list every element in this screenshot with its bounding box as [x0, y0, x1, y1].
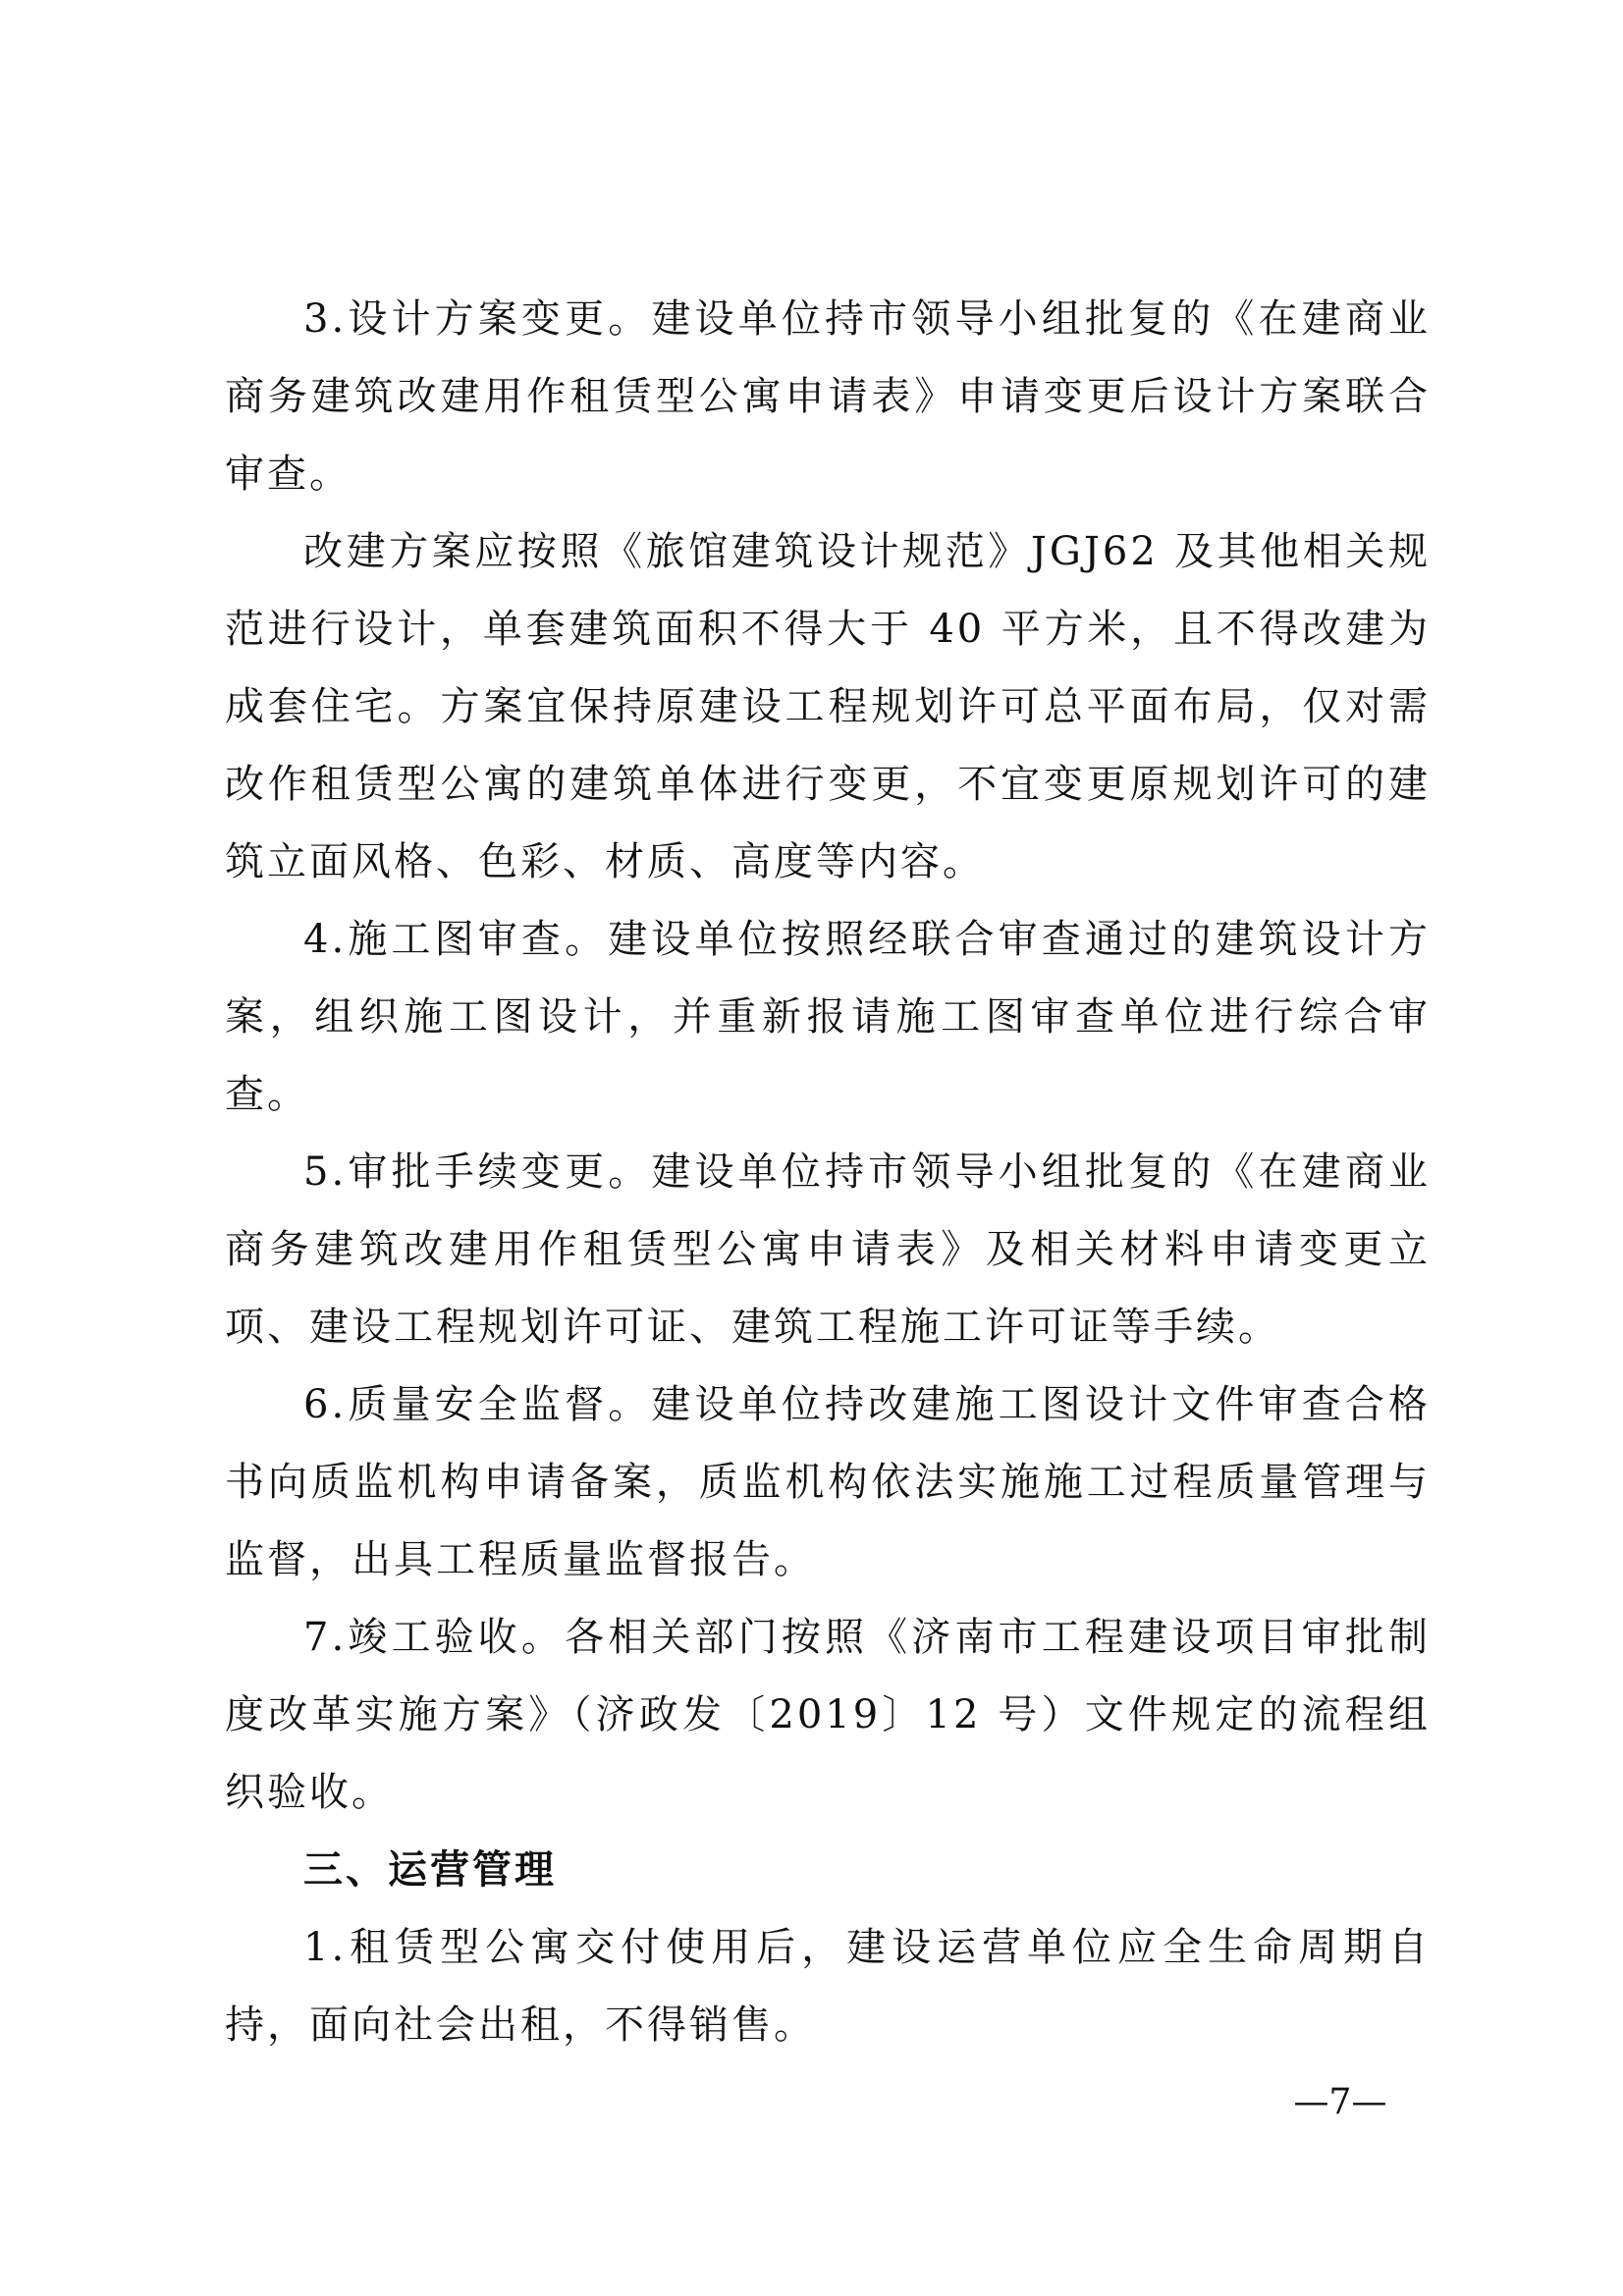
document-body	[225, 281, 1431, 2064]
paragraph-construction-drawing-review: 4.施工图审查。建设单位按照经联合审查通过的建筑设计方案，组织施工图设计，并重新报请施工图审查单位进行综合审查。	[225, 917, 1431, 1117]
page-number: —7—	[1293, 2082, 1387, 2122]
paragraph-completion-acceptance: 7.竣工验收。各相关部门按照《济南市工程建设项目审批制度改革实施方案》（济政发〔2019〕12 号）文件规定的流程组织验收。	[225, 1615, 1431, 1815]
paragraph-design-change: 3.设计方案变更。建设单位持市领导小组批复的《在建商业商务建筑改建用作租赁型公寓申请表》申请变更后设计方案联合审查。	[225, 296, 1431, 497]
paragraph-quality-safety: 6.质量安全监督。建设单位持改建施工图设计文件审查合格书向质监机构申请备案，质监机构依法实施施工过程质量管理与监督，出具工程质量监督报告。	[225, 1382, 1431, 1582]
paragraph-renovation-plan: 改建方案应按照《旅馆建筑设计规范》JGJ62 及其他相关规范进行设计，单套建筑面积不得大于 40 平方米，且不得改建为成套住宅。方案宜保持原建设工程规划许可总平面布局，仅对需改作租赁型公寓的建筑单体进行变更，不宜变更原规划许可的建筑立面风格、色彩、材质、高度等内容。	[225, 529, 1431, 884]
paragraph-approval-change: 5.审批手续变更。建设单位持市领导小组批复的《在建商业商务建筑改建用作租赁型公寓申请表》及相关材料申请变更立项、建设工程规划许可证、建筑工程施工许可证等手续。	[225, 1149, 1431, 1350]
section-heading-operations: 三、运营管理	[303, 1847, 557, 1893]
paragraph-operations-1: 1.租赁型公寓交付使用后，建设运营单位应全生命周期自持，面向社会出租，不得销售。	[225, 1925, 1431, 2048]
